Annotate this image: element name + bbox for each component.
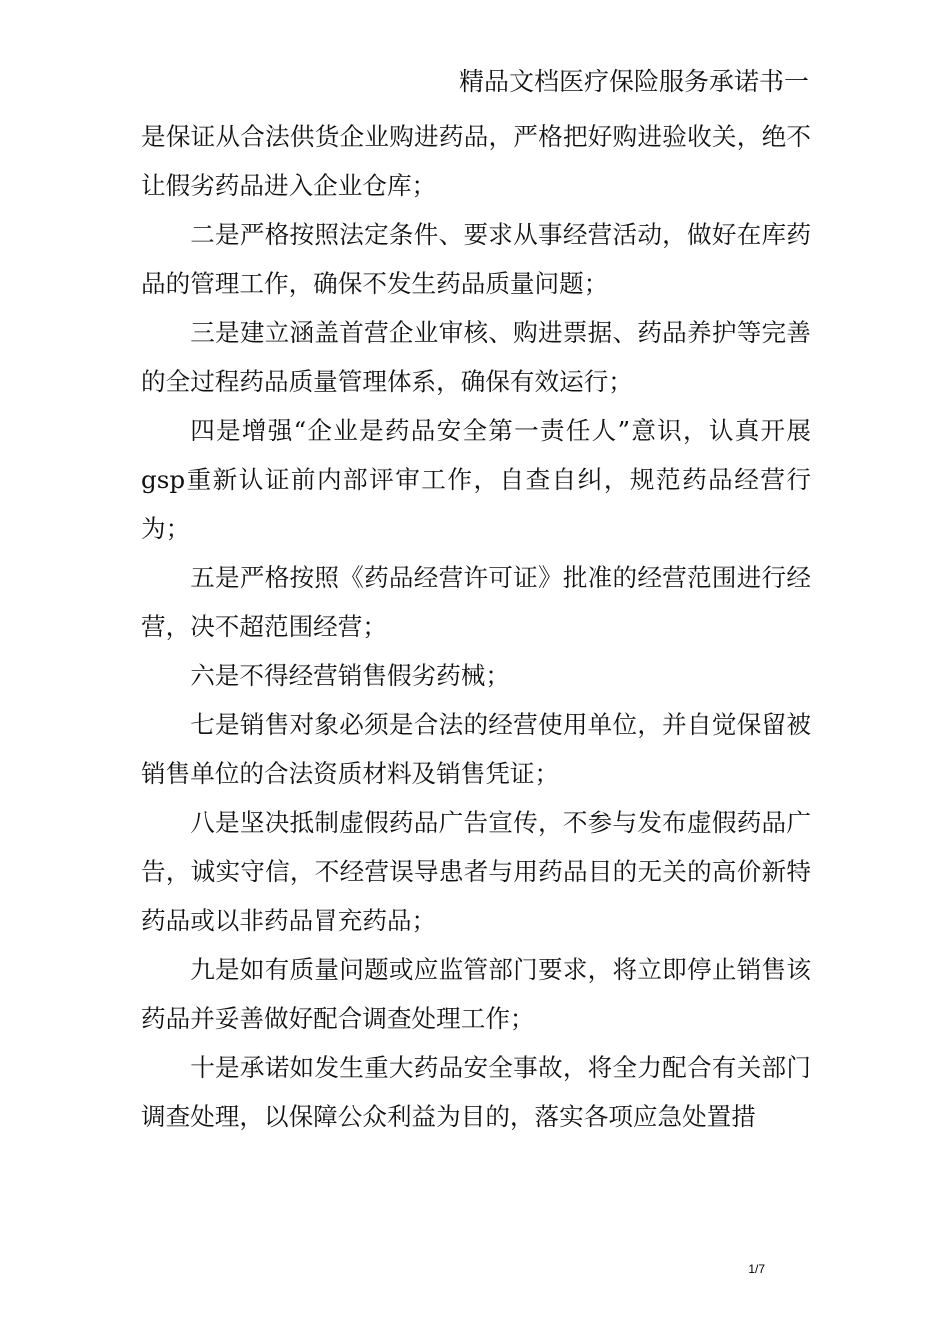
paragraph-6: 六是不得经营销售假劣药械； <box>190 661 510 690</box>
paragraph-3: 三是建立涵盖首营企业审核、购进票据、药品养护等完善的全过程药品质量管理体系，确保有效运行； <box>141 318 811 396</box>
paragraph-9: 九是如有质量问题或应监管部门要求，将立即停止销售该药品并妥善做好配合调查处理工作； <box>141 955 811 1033</box>
paragraph-1: 是保证从合法供货企业购进药品，严格把好购进验收关，绝不让假劣药品进入企业仓库； <box>141 122 811 200</box>
header-prefix: 精品文档 <box>458 67 559 96</box>
paragraph-2: 二是严格按照法定条件、要求从事经营活动，做好在库药品的管理工作，确保不发生药品质量问题； <box>141 220 811 298</box>
paragraph-4: 四是增强“企业是药品安全第一责任人”意识，认真开展gsp重新认证前内部评审工作，自查自纠，规范药品经营行为； <box>141 416 811 543</box>
document-body <box>141 112 811 1141</box>
paragraph-7: 七是销售对象必须是合法的经营使用单位，并自觉保留被销售单位的合法资质材料及销售凭证； <box>141 710 811 788</box>
page-header <box>459 62 809 98</box>
page-number: 1/7 <box>748 1262 765 1276</box>
paragraph-5: 五是严格按照《药品经营许可证》批准的经营范围进行经营，决不超范围经营； <box>141 563 811 641</box>
paragraph-10: 十是承诺如发生重大药品安全事故，将全力配合有关部门调查处理，以保障公众利益为目的，落实各项应急处置措 <box>141 1053 811 1131</box>
paragraph-8: 八是坚决抵制虚假药品广告宣传，不参与发布虚假药品广告，诚实守信，不经营误导患者与用药品目的无关的高价新特药品或以非药品冒充药品； <box>141 808 811 935</box>
document-title: 医疗保险服务承诺书一 <box>558 67 809 96</box>
